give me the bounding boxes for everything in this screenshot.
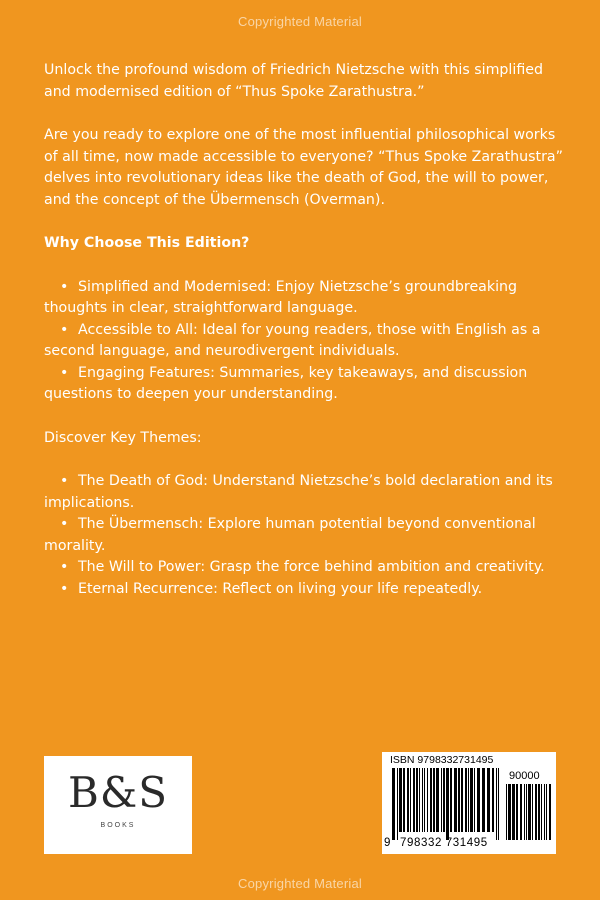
barcode-bar	[528, 784, 531, 840]
barcode-bar	[544, 784, 545, 840]
key-themes-label: Discover Key Themes:	[44, 429, 202, 446]
list-item	[44, 277, 564, 320]
barcode-bar	[535, 784, 537, 840]
barcode-bar	[541, 784, 542, 840]
barcode-bars-icon	[392, 768, 500, 840]
barcode-bar	[443, 768, 445, 832]
list-item-text: The Death of God: Understand Nietzsche’s bold declaration and its implications.	[44, 473, 553, 511]
intro-paragraph: Unlock the profound wisdom of Friedrich Nietzsche with this simplified and modernised edition of “Thus Spoke Zarathustra.”	[44, 62, 543, 100]
barcode-bar	[436, 768, 439, 832]
list-item	[44, 514, 564, 557]
bullet-icon: •	[60, 516, 69, 532]
bullet-icon: •	[60, 580, 69, 597]
list-item-text: Eternal Recurrence: Reflect on living your life repeatedly.	[78, 580, 483, 597]
list-item	[44, 579, 564, 601]
barcode-bar	[487, 768, 490, 832]
publisher-logo-mark: B&S	[67, 768, 169, 817]
barcode-bar	[399, 768, 402, 832]
barcode-bar	[465, 768, 467, 832]
barcode-bar	[430, 768, 432, 832]
barcode-bar	[441, 768, 442, 832]
why-choose-heading: Why Choose This Edition?	[44, 235, 250, 251]
barcode-bar	[446, 768, 449, 840]
barcode-bar	[427, 768, 428, 832]
barcode-bar	[410, 768, 411, 832]
key-themes-list	[44, 471, 564, 600]
barcode-bar	[520, 784, 522, 840]
list-item-text: Simplified and Modernised: Enjoy Nietzsche’s groundbreaking thoughts in clear, straightforward language.	[44, 278, 518, 316]
why-choose-list	[44, 277, 564, 406]
isbn-label: ISBN 9798332731495	[390, 754, 494, 766]
bullet-icon: •	[60, 321, 69, 338]
barcode-bar	[549, 784, 551, 840]
bullet-icon: •	[60, 364, 69, 381]
isbn-digit-group: 798332 731495	[400, 837, 488, 849]
barcode-bar	[482, 768, 485, 832]
barcode-bar	[450, 768, 452, 832]
barcode-bar	[458, 768, 460, 832]
barcode-bar	[508, 784, 511, 840]
barcode-bar	[546, 784, 547, 840]
barcode-bar	[407, 768, 409, 832]
barcode-bar	[516, 784, 518, 840]
publisher-logo	[44, 756, 192, 854]
list-item	[44, 320, 564, 363]
list-item-text: Accessible to All: Ideal for young readers, those with English as a second language, and neurodivergent individuals.	[44, 321, 541, 359]
barcode-bar	[419, 768, 420, 832]
list-item-text: The Übermensch: Explore human potential beyond conventional morality.	[44, 516, 536, 554]
barcode-bar	[424, 768, 425, 832]
barcode-bar	[422, 768, 423, 832]
barcode-bar	[498, 768, 499, 840]
barcode-bar	[524, 784, 525, 840]
copyright-watermark-bottom: Copyrighted Material	[238, 876, 362, 891]
copyright-watermark-top: Copyrighted Material	[238, 14, 362, 29]
list-item	[44, 363, 564, 406]
isbn-digit-prefix: 9	[384, 837, 391, 849]
barcode-bar	[496, 768, 497, 840]
bullet-icon: •	[60, 278, 69, 295]
barcode-bar	[474, 768, 475, 832]
publisher-logo-subtitle: BOOKS	[100, 822, 136, 829]
barcode-bar	[538, 784, 540, 840]
barcode-bar	[413, 768, 415, 832]
barcode-bar	[392, 768, 395, 840]
price-code: 90000	[509, 770, 540, 782]
barcode-bar	[454, 768, 457, 832]
barcode-bar	[532, 784, 533, 840]
bullet-icon: •	[60, 473, 69, 489]
barcode-bar	[506, 784, 507, 840]
barcode-bar	[397, 768, 398, 840]
bullet-icon: •	[60, 559, 69, 575]
back-cover-text	[44, 60, 564, 600]
list-item-text: The Will to Power: Grasp the force behind ambition and creativity.	[78, 559, 545, 575]
barcode-bar	[416, 768, 418, 832]
description-paragraph: Are you ready to explore one of the most influential philosophical works of all time, now made accessible to everyone? “Thus Spoke Zarathustra” delves into revolutionary ideas like the death of God, the will to power, and the concept of the Übermensch (Overman).	[44, 127, 563, 208]
list-item	[44, 557, 564, 579]
list-item	[44, 471, 564, 514]
barcode-bar	[492, 768, 494, 832]
barcode-bar	[477, 768, 480, 832]
barcode-bar	[470, 768, 473, 832]
barcode-bar	[461, 768, 463, 832]
barcode-bar	[403, 768, 405, 832]
barcode-bar	[433, 768, 435, 832]
isbn-barcode	[382, 752, 556, 854]
barcode-bar	[512, 784, 515, 840]
barcode-bar	[468, 768, 469, 832]
barcode-addon-bars-icon	[506, 784, 552, 840]
barcode-bar	[526, 784, 527, 840]
list-item-text: Engaging Features: Summaries, key takeaways, and discussion questions to deepen your understanding.	[44, 364, 528, 402]
